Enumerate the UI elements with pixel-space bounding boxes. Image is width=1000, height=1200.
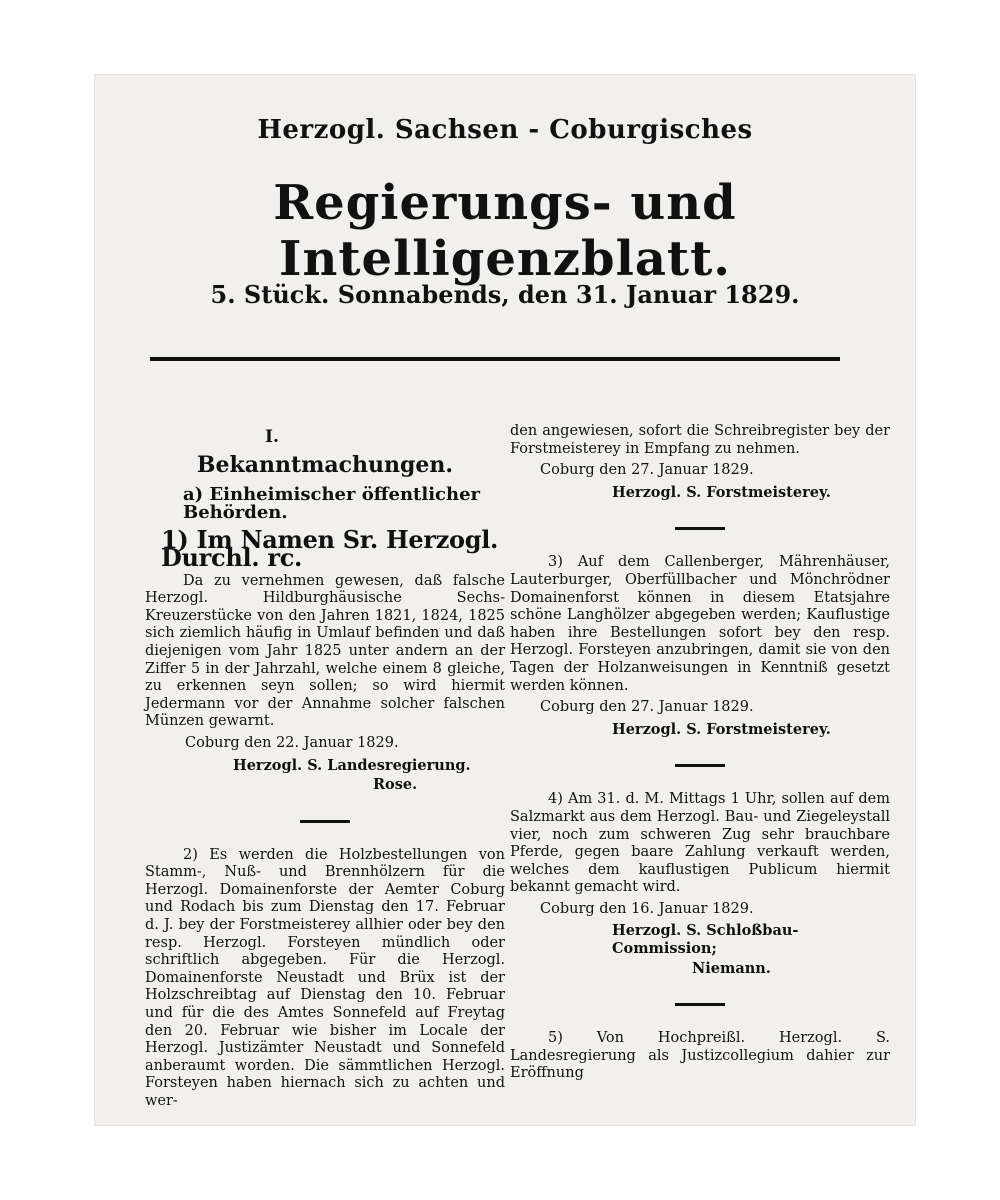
left-column [145,423,505,1111]
masthead-title: Regierungs- und Intelligenzblatt. [273,175,737,287]
notice1-heading: 1) Im Namen Sr. Herzogl. Durchl. rc. [161,525,499,572]
divider [675,764,725,767]
notice3-text: 3) Auf dem Callenberger, Mährenhäuser, Lauterburger, Oberfüllbacher und Mönchrödner Domainenforst können in diesem Etatsjahre schöne Langhölzer abgegeben werden; Kauflustige haben ihre Bestellungen sofort bey den resp. Herzogl. Forsteyen anzubringen, damit sie von den Tagen der Holzanweisungen in Kenntniß gesetzt werden können. [510,554,890,694]
notice3-dateline: Coburg den 27. Januar 1829. [540,699,754,716]
notice1-dateline: Coburg den 22. Januar 1829. [185,734,399,751]
notice1-name: Rose. [373,776,418,794]
notice1-signature: Herzogl. S. Landesregierung. [233,756,471,774]
section-number: I. [265,427,279,447]
notice4-signature: Herzogl. S. Schloßbau-Commission; [612,922,799,958]
masthead-publisher: Herzogl. Sachsen - Coburgisches [257,115,753,145]
notice1-text: Da zu vernehmen gewesen, daß falsche Herzogl. Hildburghäusische Sechs-Kreuzerstücke von den Jahren 1821, 1824, 1825 sich ziemlich häufig in Umlauf befinden und daß diejenigen vom Jahr 1825 unter andern an der Ziffer 5 in der Jahrzahl, welche einem 8 gleiche, zu erkennen seyn sollen; so wird hiermit Jedermann vor der Annahme solcher falschen Münzen gewarnt. [145,572,505,730]
issue-line: 5. Stück. Sonnabends, den 31. Januar 1829. [210,280,800,309]
divider [675,527,725,530]
masthead-rule [150,357,840,361]
subsection-title: a) Einheimischer öffentlicher Behörden. [183,484,481,523]
notice3-signature: Herzogl. S. Forstmeisterey. [612,720,831,738]
right-column [510,423,890,1083]
notice5-text: 5) Von Hochpreißl. Herzogl. S. Landesregierung als Justizcollegium dahier zur Eröffnung [510,1030,890,1082]
divider [675,1003,725,1006]
notice2-dateline: Coburg den 27. Januar 1829. [540,462,754,479]
notice4-name: Niemann. [692,959,771,977]
notice2-signature: Herzogl. S. Forstmeisterey. [612,483,831,501]
newspaper-page [95,75,915,1125]
divider [300,820,350,823]
notice2-text: 2) Es werden die Holzbestellungen von Stamm-, Nuß- und Brennhölzern für die Herzogl. Domainenforste der Aemter Coburg und Rodach bis zum Dienstag den 17. Februar d. J. bey der Forstmeisterey allhier oder bey den resp. Herzogl. Forsteyen mündlich oder schriftlich abgegeben. Für die Herzogl. Domainenforste Neustadt und Brüx ist der Holzschreibtag auf Dienstag den 10. Februar und für die des Amtes Sonnefeld auf Freytag den 20. Februar wie bisher im Locale der Herzogl. Justizämter Neustadt und Sonnefeld anberaumt worden. Die sämmtlichen Herzogl. Forsteyen haben hiernach sich zu achten und wer- [145,846,505,1109]
notice4-text: 4) Am 31. d. M. Mittags 1 Uhr, sollen auf dem Salzmarkt aus dem Herzogl. Bau- und Ziegeleystall vier, noch zum schweren Zug sehr brauchbare Pferde, gegen baare Zahlung verkauft werden, welches dem kauflustigen Publicum hiermit bekannt gemacht wird. [510,791,890,896]
notice4-dateline: Coburg den 16. Januar 1829. [540,900,754,917]
notice2-continuation: den angewiesen, sofort die Schreibregister bey der Forstmeisterey in Empfang zu nehmen. [510,423,890,457]
section-title: Bekanntmachungen. [196,451,454,478]
